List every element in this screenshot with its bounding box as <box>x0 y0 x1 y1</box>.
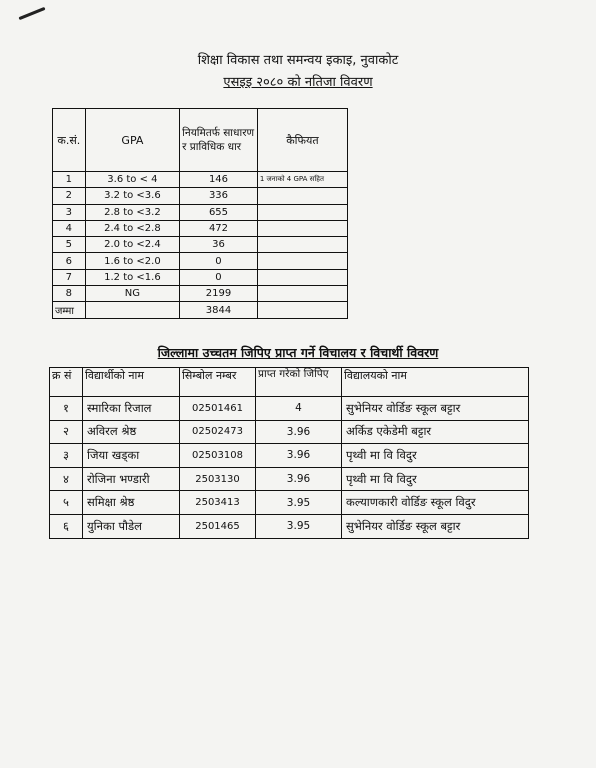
table-row <box>53 237 348 253</box>
row-remark: 1 जनाको 4 GPA सहित <box>257 172 347 188</box>
row-gpa-range: NG <box>85 286 179 302</box>
col-header-school-name: विद्यालयको नाम <box>342 368 529 397</box>
row-school-name: सुभेनियर वोर्डिङ स्कूल बट्टार <box>342 397 529 421</box>
table-row <box>50 397 529 421</box>
row-count: 0 <box>180 269 258 285</box>
row-student-name: समिक्षा श्रेष्ठ <box>83 491 180 515</box>
row-sn: ६ <box>50 514 83 538</box>
row-sn: ५ <box>50 491 83 515</box>
row-gpa: 3.96 <box>256 467 342 491</box>
row-count: 655 <box>180 204 258 220</box>
total-label: जम्मा <box>53 302 86 318</box>
row-student-name: जिया खड्का <box>83 444 180 468</box>
total-remark-cell <box>257 302 347 318</box>
row-gpa-range: 2.8 to <3.2 <box>85 204 179 220</box>
row-school-name: पृथ्वी मा वि विदुर <box>342 467 529 491</box>
row-gpa-range: 1.2 to <1.6 <box>85 269 179 285</box>
row-gpa-range: 3.6 to < 4 <box>85 172 179 188</box>
row-sn: ४ <box>50 467 83 491</box>
table-row <box>53 204 348 220</box>
row-remark <box>257 188 347 204</box>
report-title: एसइइ २०८० को नतिजा विवरण <box>223 75 373 90</box>
gpa-summary-table <box>52 108 348 319</box>
row-remark <box>257 204 347 220</box>
row-sn: 3 <box>53 204 86 220</box>
row-school-name: कल्याणकारी वोर्डिङ स्कूल विदुर <box>342 491 529 515</box>
row-count: 36 <box>180 237 258 253</box>
table-row <box>50 467 529 491</box>
top-students-title: जिल्लामा उच्चतम जिपिए प्राप्त गर्ने विचालय र विचार्थी विवरण <box>157 345 439 360</box>
col-header-student-name: विद्यार्थीको नाम <box>83 368 180 397</box>
row-symbol-number: 2503130 <box>180 467 256 491</box>
row-student-name: अविरल श्रेष्ठ <box>83 420 180 444</box>
office-title: शिक्षा विकास तथा समन्वय इकाइ, नुवाकोट <box>197 53 399 68</box>
row-symbol-number: 2501465 <box>180 514 256 538</box>
table-row <box>53 172 348 188</box>
row-gpa-range: 3.2 to <3.6 <box>85 188 179 204</box>
table-row <box>53 188 348 204</box>
table-row <box>53 220 348 236</box>
row-symbol-number: 2503413 <box>180 491 256 515</box>
table-row <box>53 253 348 269</box>
row-symbol-number: 02502473 <box>180 420 256 444</box>
total-value: 3844 <box>180 302 258 318</box>
row-sn: 4 <box>53 220 86 236</box>
row-remark <box>257 237 347 253</box>
row-sn: ३ <box>50 444 83 468</box>
col-header-sn: क.सं. <box>53 109 86 172</box>
col-header-regular-stream: नियमितर्फ साधारण र प्राविधिक धार <box>180 109 258 172</box>
col-header-gpa: प्राप्त गरेको जिपिए <box>256 368 342 397</box>
table-row <box>50 444 529 468</box>
table-row <box>50 491 529 515</box>
row-sn: 8 <box>53 286 86 302</box>
row-sn: 1 <box>53 172 86 188</box>
row-gpa: 3.95 <box>256 514 342 538</box>
row-remark <box>257 253 347 269</box>
row-student-name: रोजिना भण्डारी <box>83 467 180 491</box>
row-sn: 7 <box>53 269 86 285</box>
table-header-row <box>53 109 348 172</box>
table-row <box>53 269 348 285</box>
row-count: 146 <box>180 172 258 188</box>
table-row <box>50 514 529 538</box>
row-sn: 5 <box>53 237 86 253</box>
table-total-row <box>53 302 348 318</box>
row-gpa-range: 2.4 to <2.8 <box>85 220 179 236</box>
row-remark <box>257 286 347 302</box>
row-count: 0 <box>180 253 258 269</box>
row-gpa: 3.96 <box>256 420 342 444</box>
table-row <box>50 420 529 444</box>
row-gpa: 3.96 <box>256 444 342 468</box>
row-count: 2199 <box>180 286 258 302</box>
col-header-symbol-number: सिम्बोल नम्बर <box>180 368 256 397</box>
row-sn: २ <box>50 420 83 444</box>
col-header-gpa: GPA <box>85 109 179 172</box>
table-row <box>53 286 348 302</box>
row-remark <box>257 269 347 285</box>
row-gpa-range: 1.6 to <2.0 <box>85 253 179 269</box>
row-sn: 2 <box>53 188 86 204</box>
total-empty-cell <box>85 302 179 318</box>
row-gpa: 4 <box>256 397 342 421</box>
row-count: 472 <box>180 220 258 236</box>
row-school-name: अर्किड एकेडेमी बट्टार <box>342 420 529 444</box>
row-gpa-range: 2.0 to <2.4 <box>85 237 179 253</box>
table-header-row <box>50 368 529 397</box>
row-symbol-number: 02503108 <box>180 444 256 468</box>
row-remark <box>257 220 347 236</box>
row-student-name: युनिका पौडेल <box>83 514 180 538</box>
row-sn: १ <box>50 397 83 421</box>
row-symbol-number: 02501461 <box>180 397 256 421</box>
top-students-table <box>49 367 529 539</box>
row-count: 336 <box>180 188 258 204</box>
row-school-name: पृथ्वी मा वि विदुर <box>342 444 529 468</box>
row-sn: 6 <box>53 253 86 269</box>
pen-mark <box>18 7 45 20</box>
col-header-remarks: कैफियत <box>257 109 347 172</box>
row-gpa: 3.95 <box>256 491 342 515</box>
row-school-name: सुभेनियर वोर्डिङ स्कूल बट्टार <box>342 514 529 538</box>
row-student-name: स्मारिका रिजाल <box>83 397 180 421</box>
col-header-sn: क्र सं <box>50 368 83 397</box>
